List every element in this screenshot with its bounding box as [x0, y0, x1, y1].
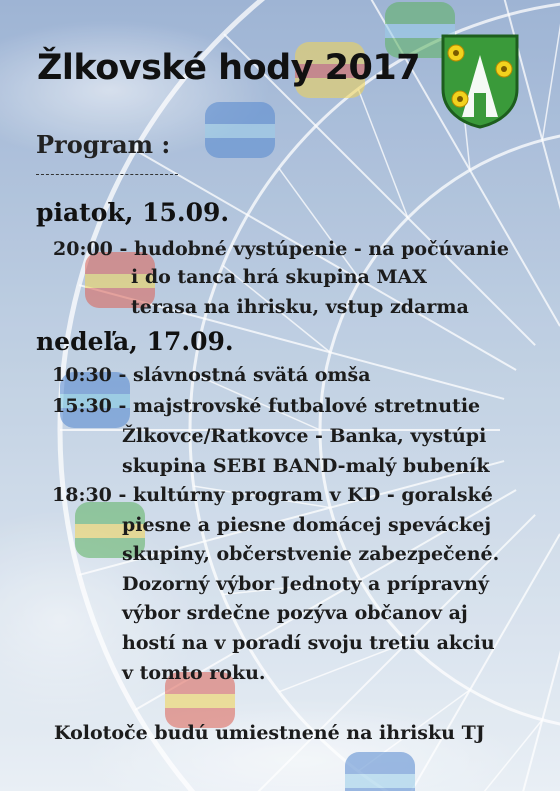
- day-heading-friday: piatok, 15.09.: [36, 198, 230, 227]
- footer-note: Kolotoče budú umiestnené na ihrisku TJ: [54, 722, 485, 744]
- event-line: 10:30 - slávnostná svätá omša: [52, 364, 371, 386]
- page-title: Žlkovské hody 2017: [37, 48, 421, 88]
- event-text: hudobné vystúpenie - na počúvanie: [134, 238, 509, 260]
- event-line: 18:30 - kultúrny program v KD - goralské: [52, 484, 493, 506]
- event-line: i do tanca hrá skupina MAX: [131, 266, 427, 288]
- event-line: terasa na ihrisku, vstup zdarma: [131, 296, 469, 318]
- event-time: 20:00: [53, 238, 113, 260]
- event-time: 18:30: [52, 484, 112, 506]
- event-line: 15:30 - majstrovské futbalové stretnutie: [52, 395, 481, 417]
- event-line: piesne a piesne domácej speváckej: [122, 514, 492, 536]
- event-line: skupina SEBI BAND-malý bubeník: [122, 455, 490, 477]
- event-text: kultúrny program v KD - goralské: [133, 484, 493, 506]
- event-line: skupiny, občerstvenie zabezpečené.: [122, 543, 500, 565]
- day-heading-sunday: nedeľa, 17.09.: [36, 327, 234, 356]
- event-line: Žlkovce/Ratkovce - Banka, vystúpi: [122, 425, 487, 447]
- event-line: 20:00 - hudobné vystúpenie - na počúvanie: [53, 238, 509, 260]
- event-line: hostí na v poradí svoju tretiu akciu: [122, 632, 495, 654]
- event-time: 10:30: [52, 364, 112, 386]
- event-line: v tomto roku.: [122, 662, 266, 684]
- event-text: majstrovské futbalové stretnutie: [133, 395, 481, 417]
- heading-divider: [36, 174, 178, 175]
- event-line: Dozorný výbor Jednoty a prípravný: [122, 573, 489, 595]
- program-heading: Program :: [36, 130, 171, 159]
- event-text: slávnostná svätá omša: [133, 364, 371, 386]
- event-time: 15:30: [52, 395, 112, 417]
- event-line: výbor srdečne pozýva občanov aj: [122, 602, 468, 624]
- village-coat-of-arms: [440, 33, 520, 129]
